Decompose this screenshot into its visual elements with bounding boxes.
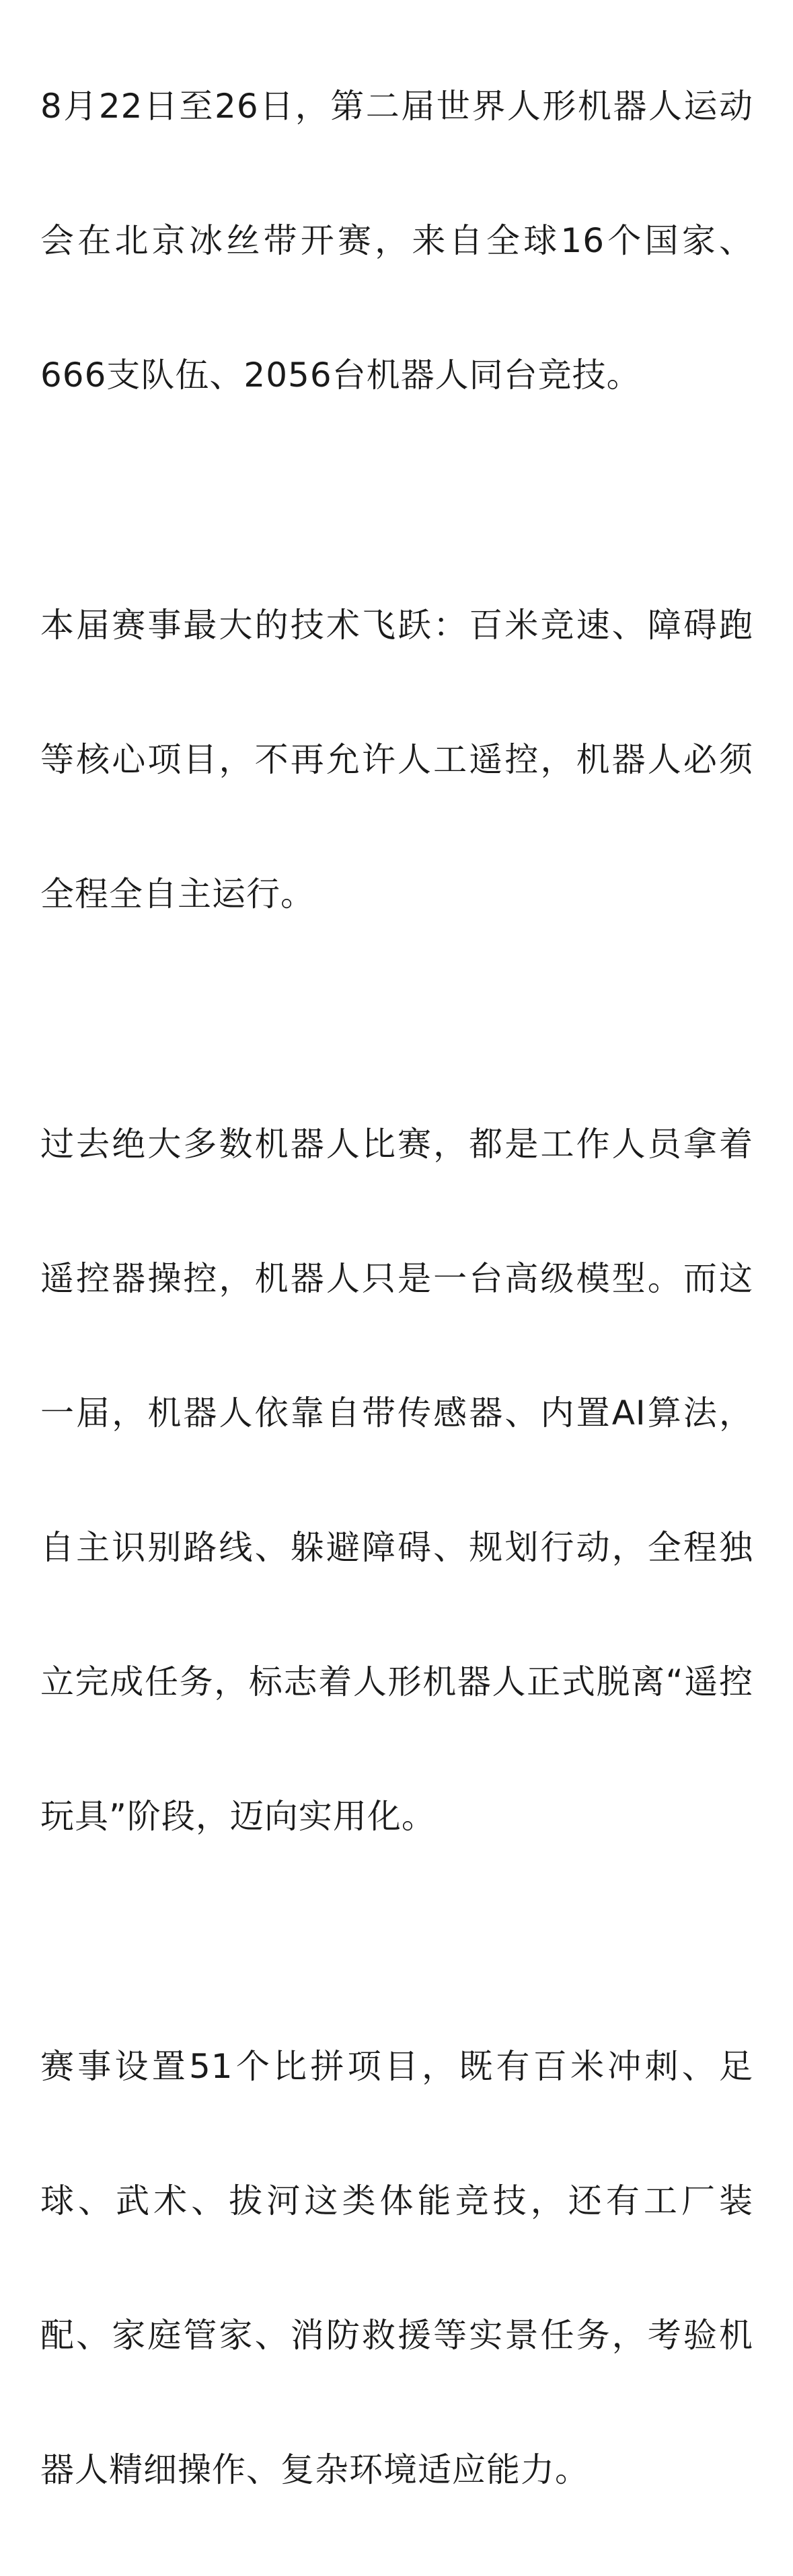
text-line: 8月22日至26日，第二届世界人形机器人运动 <box>40 87 753 126</box>
paragraph-events <box>40 1960 753 2576</box>
text-line: 会在北京冰丝带开赛，来自全球16个国家、 <box>40 221 753 260</box>
paragraph-spacer <box>40 1923 753 1960</box>
text-line: 全程全自主运行。 <box>40 875 315 914</box>
text-line: 赛事设置51个比拼项目，既有百米冲刺、足 <box>40 2047 753 2086</box>
text-line: 本届赛事最大的技术飞跃：百米竞速、障碍跑 <box>40 606 753 645</box>
text-line: 立完成任务，标志着人形机器人正式脱离“遥控 <box>40 1662 753 1701</box>
paragraph-event-intro <box>40 0 753 481</box>
article-body <box>40 0 753 2576</box>
paragraph-autonomy <box>40 1038 753 1923</box>
paragraph-tech-leap <box>40 519 753 1000</box>
text-line: 666支队伍、2056台机器人同台竞技。 <box>40 356 641 395</box>
text-line: 自主识别路线、躲避障碍、规划行动，全程独 <box>40 1528 753 1567</box>
text-line: 玩具”阶段，迈向实用化。 <box>40 1797 436 1836</box>
text-line: 过去绝大多数机器人比赛，都是工作人员拿着 <box>40 1125 753 1164</box>
text-line: 配、家庭管家、消防救援等实景任务，考验机 <box>40 2316 753 2355</box>
paragraph-spacer <box>40 481 753 519</box>
text-line: 一届，机器人依靠自带传感器、内置AI算法， <box>40 1394 753 1433</box>
text-line: 球、武术、拔河这类体能竞技，还有工厂装 <box>40 2181 753 2220</box>
paragraph-spacer <box>40 1000 753 1038</box>
text-line: 器人精细操作、复杂环境适应能力。 <box>40 2450 589 2489</box>
text-line: 等核心项目，不再允许人工遥控，机器人必须 <box>40 740 753 779</box>
text-line: 遥控器操控，机器人只是一台高级模型。而这 <box>40 1259 753 1298</box>
